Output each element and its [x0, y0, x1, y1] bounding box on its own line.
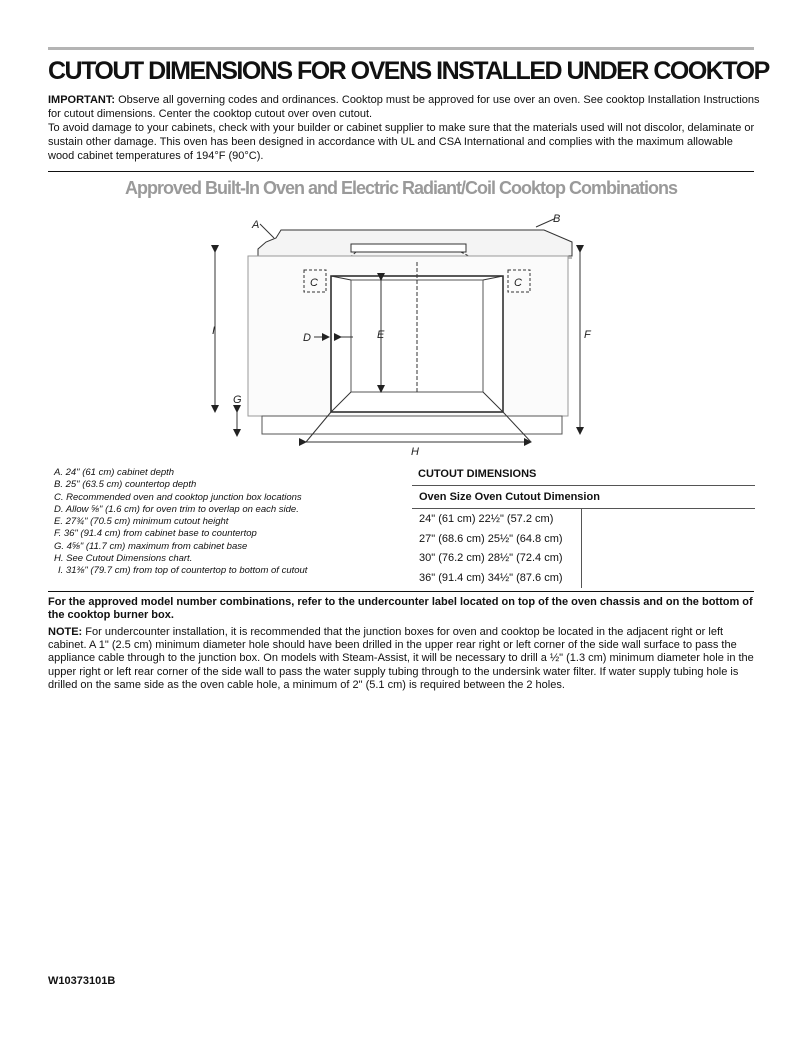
- section-divider: [48, 591, 754, 592]
- table-column-divider: [581, 508, 582, 588]
- table-row: 36" (91.4 cm) 34½" (87.6 cm): [419, 571, 563, 584]
- table-row: 27" (68.6 cm) 25½" (64.8 cm): [419, 532, 563, 545]
- cooktop-box: [351, 244, 466, 252]
- diagram-legend: [54, 467, 394, 578]
- legend-item: F. 36" (91.4 cm) from cabinet base to countertop: [54, 528, 257, 540]
- label-d: D: [303, 332, 311, 344]
- label-f: F: [584, 329, 591, 341]
- top-divider: [48, 47, 754, 50]
- important-paragraph: [48, 93, 760, 121]
- label-c-left: C: [310, 277, 318, 289]
- section-divider: [48, 171, 754, 172]
- cabinet-base: [262, 416, 562, 434]
- label-b: B: [553, 213, 561, 225]
- legend-item: A. 24" (61 cm) cabinet depth: [54, 467, 175, 478]
- legend-item: D. Allow ⅝" (1.6 cm) for oven trim to overlap on each side.: [54, 503, 299, 515]
- cutout-dimensions-table: [412, 485, 755, 587]
- legend-item: E. 27¾" (70.5 cm) minimum cutout height: [54, 516, 229, 528]
- legend-item: B. 25" (63.5 cm) countertop depth: [54, 479, 197, 491]
- note-label: NOTE:: [48, 626, 83, 638]
- document-number: W10373101B: [48, 975, 116, 987]
- label-g: G: [233, 394, 242, 406]
- table-header: Oven Size Oven Cutout Dimension: [412, 486, 755, 509]
- table-row: 24" (61 cm) 22½" (57.2 cm): [419, 513, 554, 525]
- legend-item: G. 4⅝" (11.7 cm) maximum from cabinet base: [54, 540, 248, 552]
- table-row: 30" (76.2 cm) 28½" (72.4 cm): [419, 552, 563, 564]
- diagram-subtitle: Approved Built-In Oven and Electric Radiant/Coil Cooktop Combinations: [124, 178, 678, 198]
- label-e: E: [377, 329, 385, 341]
- legend-item: C. Recommended oven and cooktop junction box locations: [54, 491, 302, 503]
- page-title: CUTOUT DIMENSIONS FOR OVENS INSTALLED UNDER COOKTOP: [48, 57, 769, 85]
- important-label: IMPORTANT:: [48, 94, 116, 106]
- approved-combinations-note: For the approved model number combinations, refer to the undercounter label located on top of the oven chassis and on the bottom of the cooktop burner box.: [48, 596, 753, 621]
- label-a: A: [252, 219, 260, 231]
- important-text: Observe all governing codes and ordinances. Cooktop must be approved for use over an oven. See cooktop Installation Instructions for cutout dimensions. Center the cooktop cutout over oven cutout.: [48, 94, 760, 120]
- cutout-dimensions-title: CUTOUT DIMENSIONS: [418, 468, 537, 480]
- cutout-diagram: [196, 210, 606, 460]
- legend-item: I. 31⅜" (79.7 cm) from top of countertop to bottom of cutout: [58, 565, 308, 577]
- legend-item: H. See Cutout Dimensions chart.: [54, 553, 193, 565]
- label-i: I: [212, 325, 216, 337]
- intro-text: [48, 93, 760, 163]
- label-c-right: C: [514, 277, 522, 289]
- label-h: H: [411, 446, 419, 458]
- note-text: For undercounter installation, it is recommended that the junction boxes for oven and cooktop be located in the adjacent right or left cabinet. A 1" (2.5 cm) minimum diameter hole should have been drilled in the upper rear right or left corner of the side wall surface to pass the appliance cable through to the junction box. On models with Steam-Assist, it will be necessary to drill a ½" (1.3 cm) minimum diameter hole in the upper right or left rear corner of the side wall to pass the water supply tubing through to the undersink water filter. If water supply tubing hole is drilled on the same side as the oven cable hole, a minimum of 2" (5.1 cm) is required between the 2 holes.: [48, 626, 754, 691]
- installation-note: [48, 626, 760, 692]
- damage-paragraph: To avoid damage to your cabinets, check with your builder or cabinet supplier to make sure that the materials used will not discolor, delaminate or sustain other damage. This oven has been designed in accordance with UL and CSA International and complies with the maximum allowable wood cabinet temperatures of 194°F (90°C).: [48, 122, 755, 162]
